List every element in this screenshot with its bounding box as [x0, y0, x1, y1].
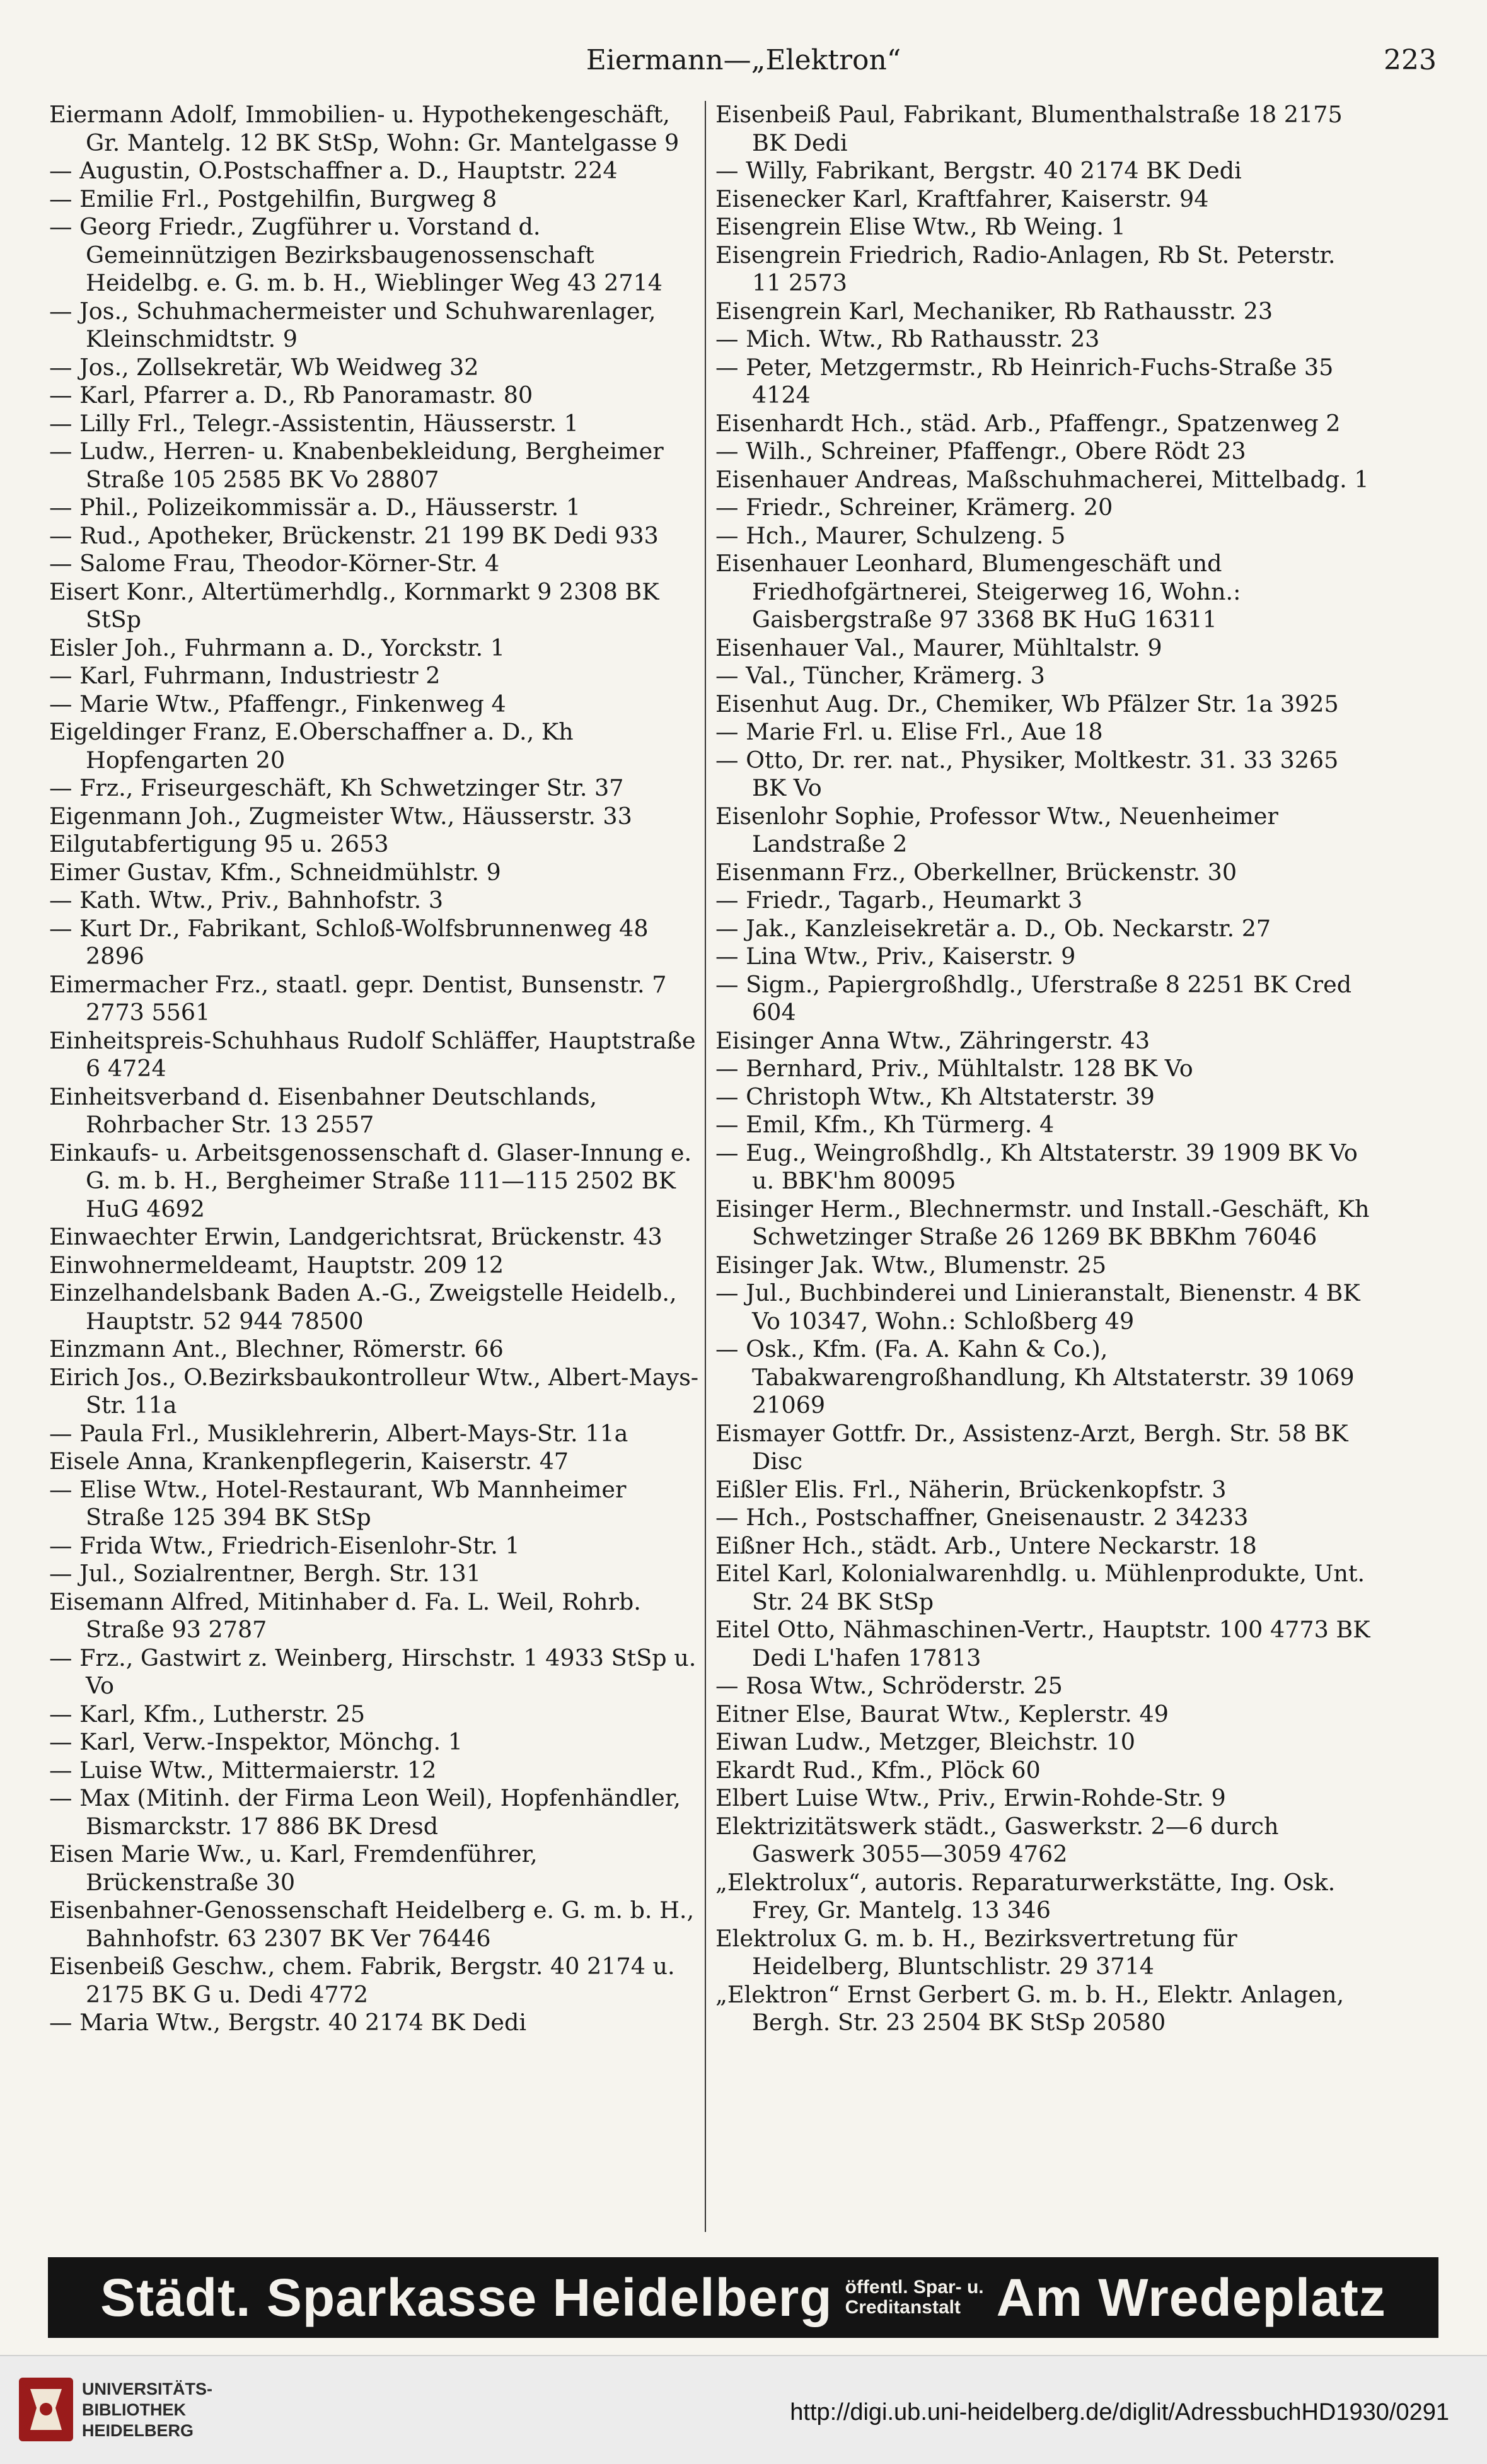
directory-entry: — Rosa Wtw., Schröderstr. 25: [715, 1672, 1063, 1699]
directory-entry: — Jul., Sozialrentner, Bergh. Str. 131: [49, 1560, 481, 1587]
directory-entry: Eimer Gustav, Kfm., Schneidmühlstr. 9: [49, 858, 501, 886]
sparkasse-advertisement: [48, 2257, 1438, 2338]
directory-entry: — Frz., Friseurgeschäft, Kh Schwetzinger Str. 37: [49, 774, 624, 801]
page-number: 223: [1384, 44, 1437, 76]
directory-entry: Eisen Marie Ww., u. Karl, Fremdenführer, Brückenstraße 30: [49, 1840, 538, 1896]
directory-entry: — Peter, Metzgermstr., Rb Heinrich-Fuchs-Straße 35 4124: [715, 353, 1334, 409]
directory-entry: Eisele Anna, Krankenpflegerin, Kaiserstr. 47: [49, 1448, 569, 1475]
directory-entry: Eisenecker Karl, Kraftfahrer, Kaiserstr. 94: [715, 185, 1209, 212]
directory-entry: — Marie Frl. u. Elise Frl., Aue 18: [715, 718, 1103, 745]
directory-entry: Eitel Karl, Kolonialwarenhdlg. u. Mühlenprodukte, Unt. Str. 24 BK StSp: [715, 1560, 1365, 1615]
directory-entry: Eiwan Ludw., Metzger, Bleichstr. 10: [715, 1728, 1135, 1755]
page-header: [50, 44, 1437, 88]
directory-entry: — Otto, Dr. rer. nat., Physiker, Moltkestr. 31. 33 3265 BK Vo: [715, 746, 1339, 801]
ad-left-text: Städt. Sparkasse Heidelberg: [100, 2267, 833, 2327]
directory-entry: Elektrizitätswerk städt., Gaswerkstr. 2—6 durch Gaswerk 3055—3059 4762: [715, 1812, 1279, 1868]
directory-entry: Einheitsverband d. Eisenbahner Deutschlands, Rohrbacher Str. 13 2557: [49, 1083, 598, 1138]
directory-entry: Einzmann Ant., Blechner, Römerstr. 66: [49, 1335, 504, 1363]
directory-entry: Eisengrein Friedrich, Radio-Anlagen, Rb St. Peterstr. 11 2573: [715, 241, 1336, 296]
directory-entry: Eisenmann Frz., Oberkellner, Brückenstr. 30: [715, 858, 1237, 886]
directory-entry: — Ludw., Herren- u. Knabenbekleidung, Bergheimer Straße 105 2585 BK Vo 28807: [49, 438, 664, 493]
directory-entry: Eisemann Alfred, Mitinhaber d. Fa. L. Weil, Rohrb. Straße 93 2787: [49, 1588, 641, 1643]
directory-entry: Eigenmann Joh., Zugmeister Wtw., Häusserstr. 33: [49, 802, 632, 830]
directory-entry: „Elektrolux“, autoris. Reparaturwerkstätte, Ing. Osk. Frey, Gr. Mantelg. 13 346: [715, 1868, 1336, 1924]
logo-line3: HEIDELBERG: [82, 2421, 194, 2440]
directory-entry: Eisenbahner-Genossenschaft Heidelberg e. G. m. b. H., Bahnhofstr. 63 2307 BK Ver 76446: [49, 1897, 695, 1952]
directory-entry: Eißner Hch., städt. Arb., Untere Neckarstr. 18: [715, 1531, 1257, 1559]
directory-entry: Eisenbeiß Geschw., chem. Fabrik, Bergstr. 40 2174 u. 2175 BK G u. Dedi 4772: [49, 1953, 675, 2008]
directory-entry: Eisinger Anna Wtw., Zähringerstr. 43: [715, 1026, 1150, 1054]
directory-entry: — Jos., Schuhmachermeister und Schuhwarenlager, Kleinschmidtstr. 9: [49, 297, 656, 352]
directory-entry: Eisenhut Aug. Dr., Chemiker, Wb Pfälzer Str. 1a 3925: [715, 690, 1339, 718]
directory-entry: Eisenlohr Sophie, Professor Wtw., Neuenheimer Landstraße 2: [715, 802, 1278, 857]
directory-entry: — Karl, Kfm., Lutherstr. 25: [49, 1700, 366, 1728]
left-column: [49, 101, 705, 2037]
directory-entry: Einheitspreis-Schuhhaus Rudolf Schläffer, Hauptstraße 6 4724: [49, 1026, 696, 1082]
directory-entry: Eisenhardt Hch., städ. Arb., Pfaffengr., Spatzenweg 2: [715, 409, 1341, 437]
directory-entry: — Paula Frl., Musiklehrerin, Albert-Mays-Str. 11a: [49, 1419, 628, 1447]
library-logo-text: [82, 2379, 212, 2441]
directory-entry: — Salome Frau, Theodor-Körner-Str. 4: [49, 550, 500, 577]
directory-entry: Eisler Joh., Fuhrmann a. D., Yorckstr. 1: [49, 634, 505, 661]
directory-entry: — Georg Friedr., Zugführer u. Vorstand d. Gemeinnützigen Bezirksbaugenossenschaft Heidelbg. e. G. m. b. H., Wieblinger Weg 43 2714: [49, 213, 662, 296]
directory-entry: Eisenhauer Andreas, Maßschuhmacherei, Mittelbadg. 1: [715, 465, 1369, 493]
directory-entry: Eisenhauer Val., Maurer, Mühltalstr. 9: [715, 634, 1162, 661]
directory-entry: Eisert Konr., Altertümerhdlg., Kornmarkt 9 2308 BK StSp: [49, 578, 659, 633]
university-seal-icon: [18, 2376, 74, 2443]
directory-entry: — Jul., Buchbinderei und Linieranstalt, Bienenstr. 4 BK Vo 10347, Wohn.: Schloßberg 49: [715, 1279, 1360, 1335]
directory-entry: — Kath. Wtw., Priv., Bahnhofstr. 3: [49, 886, 444, 914]
directory-entry: — Phil., Polizeikommissär a. D., Häusserstr. 1: [49, 494, 581, 521]
logo-line2: BIBLIOTHEK: [82, 2400, 186, 2419]
directory-entry: Einzelhandelsbank Baden A.-G., Zweigstelle Heidelb., Hauptstr. 52 944 78500: [49, 1279, 677, 1335]
directory-entry: — Lilly Frl., Telegr.-Assistentin, Häusserstr. 1: [49, 409, 579, 437]
directory-entry: Eisenhauer Leonhard, Blumengeschäft und Friedhofgärtnerei, Steigerweg 16, Wohn.: Gaisbergstraße 97 3368 BK HuG 16311: [715, 550, 1241, 633]
directory-entry: Elbert Luise Wtw., Priv., Erwin-Rohde-Str. 9: [715, 1784, 1226, 1811]
directory-entry: — Luise Wtw., Mittermaierstr. 12: [49, 1756, 437, 1784]
ad-middle-line1: öffentl. Spar- u.: [845, 2277, 984, 2298]
directory-entry: — Frz., Gastwirt z. Weinberg, Hirschstr. 1 4933 StSp u. Vo: [49, 1644, 697, 1699]
directory-entry: Eilgutabfertigung 95 u. 2653: [49, 830, 389, 857]
directory-entry: — Emilie Frl., Postgehilfin, Burgweg 8: [49, 185, 497, 212]
ad-middle-text: [845, 2277, 984, 2318]
right-column: [715, 101, 1371, 2037]
directory-entry: — Hch., Maurer, Schulzeng. 5: [715, 521, 1066, 549]
directory-entry: Elektrolux G. m. b. H., Bezirksvertretung für Heidelberg, Bluntschlistr. 29 3714: [715, 1924, 1237, 1980]
directory-entry: — Marie Wtw., Pfaffengr., Finkenweg 4: [49, 690, 506, 718]
page-title: Eiermann—„Elektron“: [586, 44, 901, 76]
ad-middle-line2: Creditanstalt: [845, 2297, 961, 2318]
directory-entry: Ekardt Rud., Kfm., Plöck 60: [715, 1756, 1041, 1784]
directory-entry: — Kurt Dr., Fabrikant, Schloß-Wolfsbrunnenweg 48 2896: [49, 914, 649, 970]
directory-entry: — Friedr., Tagarb., Heumarkt 3: [715, 886, 1083, 914]
directory-entry: Eiermann Adolf, Immobilien- u. Hypothekengeschäft, Gr. Mantelg. 12 BK StSp, Wohn: Gr. Mantelgasse 9: [49, 101, 680, 156]
directory-entry: — Elise Wtw., Hotel-Restaurant, Wb Mannheimer Straße 125 394 BK StSp: [49, 1475, 627, 1531]
directory-entry: — Eug., Weingroßhdlg., Kh Altstaterstr. 39 1909 BK Vo u. BBK'hm 80095: [715, 1139, 1358, 1194]
directory-entry: Eismayer Gottfr. Dr., Assistenz-Arzt, Bergh. Str. 58 BK Disc: [715, 1419, 1348, 1475]
directory-entry: — Sigm., Papiergroßhdlg., Uferstraße 8 2251 BK Cred 604: [715, 970, 1352, 1026]
directory-entry: — Osk., Kfm. (Fa. A. Kahn & Co.), Tabakwarengroßhandlung, Kh Altstaterstr. 39 1069 21069: [715, 1335, 1355, 1419]
directory-entry: — Lina Wtw., Priv., Kaiserstr. 9: [715, 943, 1076, 970]
directory-entry: — Karl, Pfarrer a. D., Rb Panoramastr. 80: [49, 381, 533, 409]
directory-entry: Eisenbeiß Paul, Fabrikant, Blumenthalstraße 18 2175 BK Dedi: [715, 101, 1343, 156]
directory-entry: — Mich. Wtw., Rb Rathausstr. 23: [715, 325, 1100, 352]
directory-entry: — Val., Tüncher, Krämerg. 3: [715, 662, 1045, 689]
logo-line1: UNIVERSITÄTS-: [82, 2380, 213, 2398]
directory-entry: Einwaechter Erwin, Landgerichtsrat, Brückenstr. 43: [49, 1223, 662, 1250]
directory-entry: — Jak., Kanzleisekretär a. D., Ob. Neckarstr. 27: [715, 914, 1271, 942]
ad-right-text: Am Wredeplatz: [996, 2267, 1386, 2327]
directory-entry: — Hch., Postschaffner, Gneisenaustr. 2 34233: [715, 1504, 1249, 1531]
directory-entry: — Rud., Apotheker, Brückenstr. 21 199 BK Dedi 933: [49, 521, 659, 549]
directory-entry: Eimermacher Frz., staatl. gepr. Dentist, Bunsenstr. 7 2773 5561: [49, 970, 667, 1026]
directory-entry: — Max (Mitinh. der Firma Leon Weil), Hopfenhändler, Bismarckstr. 17 886 BK Dresd: [49, 1784, 681, 1840]
directory-entry: Eisinger Jak. Wtw., Blumenstr. 25: [715, 1251, 1107, 1279]
directory-entry: Eisengrein Elise Wtw., Rb Weing. 1: [715, 213, 1126, 240]
source-url[interactable]: http://digi.ub.uni-heidelberg.de/diglit/AdressbuchHD1930/0291: [790, 2399, 1449, 2426]
directory-entry: — Willy, Fabrikant, Bergstr. 40 2174 BK Dedi: [715, 157, 1242, 184]
directory-entry: „Elektron“ Ernst Gerbert G. m. b. H., Elektr. Anlagen, Bergh. Str. 23 2504 BK StSp 20580: [715, 1980, 1345, 2036]
directory-entry: — Frida Wtw., Friedrich-Eisenlohr-Str. 1: [49, 1531, 520, 1559]
directory-entry: Eisinger Herm., Blechnermstr. und Install.-Geschäft, Kh Schwetzinger Straße 26 1269 BK BBKhm 76046: [715, 1195, 1370, 1250]
column-divider: [705, 101, 706, 2232]
directory-entry: Eitner Else, Baurat Wtw., Keplerstr. 49: [715, 1700, 1169, 1728]
directory-entry: — Maria Wtw., Bergstr. 40 2174 BK Dedi: [49, 2009, 527, 2036]
directory-entry: — Karl, Verw.-Inspektor, Mönchg. 1: [49, 1728, 463, 1755]
viewer-footer: [0, 2355, 1487, 2464]
directory-entry: — Friedr., Schreiner, Krämerg. 20: [715, 494, 1113, 521]
directory-entry: — Wilh., Schreiner, Pfaffengr., Obere Rödt 23: [715, 438, 1246, 465]
directory-entry: — Christoph Wtw., Kh Altstaterstr. 39: [715, 1083, 1155, 1110]
directory-entry: Eigeldinger Franz, E.Oberschaffner a. D., Kh Hopfengarten 20: [49, 718, 574, 774]
directory-entry: Eitel Otto, Nähmaschinen-Vertr., Hauptstr. 100 4773 BK Dedi L'hafen 17813: [715, 1616, 1370, 1671]
directory-entry: Eisengrein Karl, Mechaniker, Rb Rathausstr. 23: [715, 297, 1273, 325]
directory-entry: — Emil, Kfm., Kh Türmerg. 4: [715, 1111, 1055, 1138]
directory-entry: — Jos., Zollsekretär, Wb Weidweg 32: [49, 353, 479, 381]
directory-entry: — Bernhard, Priv., Mühltalstr. 128 BK Vo: [715, 1055, 1193, 1082]
directory-entry: Eirich Jos., O.Bezirksbaukontrolleur Wtw., Albert-Mays-Str. 11a: [49, 1363, 699, 1419]
directory-entry: — Augustin, O.Postschaffner a. D., Hauptstr. 224: [49, 157, 618, 184]
directory-entry: Einkaufs- u. Arbeitsgenossenschaft d. Glaser-Innung e. G. m. b. H., Bergheimer Straße 111—115 2502 BK HuG 4692: [49, 1139, 692, 1223]
directory-entry: Einwohnermeldeamt, Hauptstr. 209 12: [49, 1251, 504, 1279]
directory-entry: Eißler Elis. Frl., Näherin, Brückenkopfstr. 3: [715, 1475, 1227, 1503]
directory-entry: — Karl, Fuhrmann, Industriestr 2: [49, 662, 441, 689]
